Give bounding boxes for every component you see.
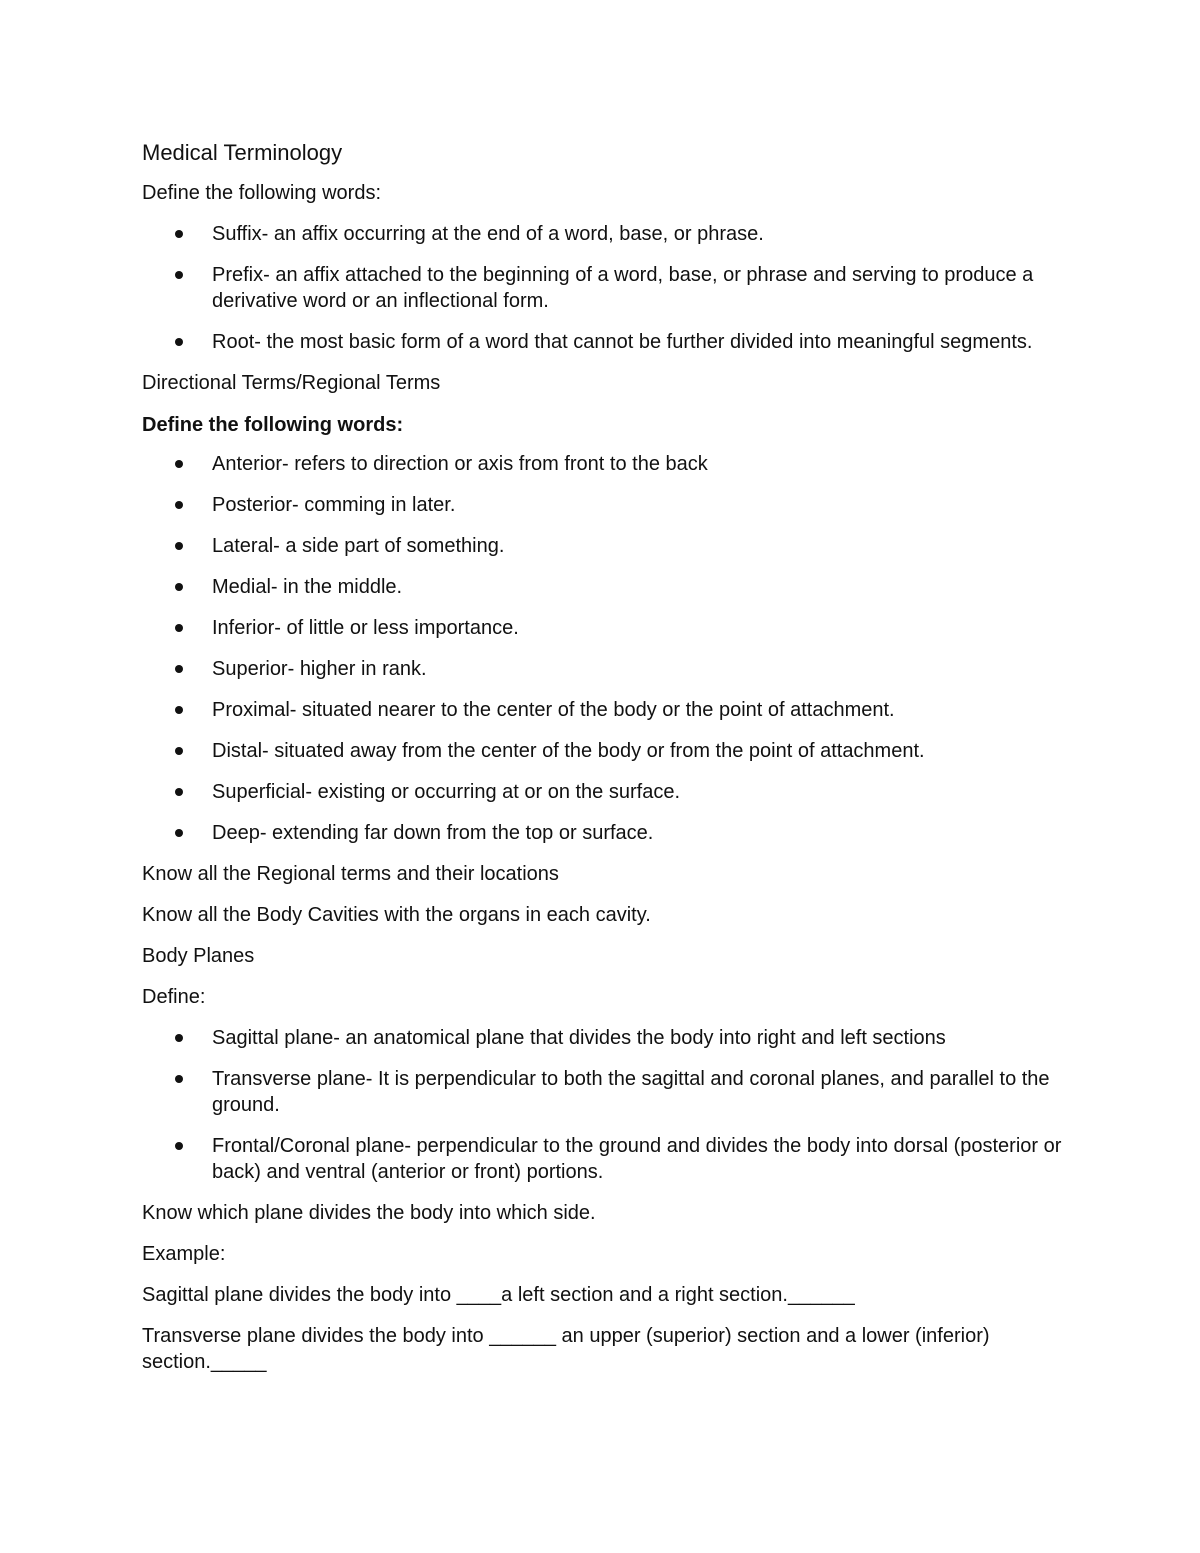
note-regional: Know all the Regional terms and their locations: [142, 863, 559, 885]
bullet-icon: [175, 624, 183, 632]
section2-subheading: Define the following words:: [142, 414, 404, 436]
bullet-icon: [175, 747, 183, 755]
bullet-icon: [175, 230, 183, 238]
bullet-icon: [175, 829, 183, 837]
list-item: Transverse plane- It is perpendicular to both the sagittal and coronal planes, and parallel to the ground.: [142, 1066, 1062, 1118]
list-item: Root- the most basic form of a word that cannot be further divided into meaningful segments.: [142, 329, 1062, 355]
bullet-icon: [175, 788, 183, 796]
list-item: Deep- extending far down from the top or surface.: [142, 820, 1062, 846]
list-item: Superficial- existing or occurring at or on the surface.: [142, 779, 1062, 805]
section3-list: [142, 1025, 1062, 1185]
list-item: Sagittal plane- an anatomical plane that divides the body into right and left sections: [142, 1025, 1062, 1051]
document-page: [142, 138, 1062, 1390]
bullet-icon: [175, 1142, 183, 1150]
bullet-icon: [175, 706, 183, 714]
list-item: Suffix- an affix occurring at the end of a word, base, or phrase.: [142, 221, 1062, 247]
example-label: Example:: [142, 1243, 226, 1265]
bullet-icon: [175, 542, 183, 550]
know-plane-text: Know which plane divides the body into which side.: [142, 1202, 596, 1224]
list-item: Inferior- of little or less importance.: [142, 615, 1062, 641]
bullet-icon: [175, 583, 183, 591]
note-cavities: Know all the Body Cavities with the organs in each cavity.: [142, 904, 651, 926]
list-item: Anterior- refers to direction or axis from front to the back: [142, 451, 1062, 477]
bullet-icon: [175, 338, 183, 346]
document-title: Medical Terminology: [142, 140, 343, 165]
section2-heading: Directional Terms/Regional Terms: [142, 372, 441, 394]
list-item: Posterior- comming in later.: [142, 492, 1062, 518]
list-item: Frontal/Coronal plane- perpendicular to the ground and divides the body into dorsal (posterior or back) and ventral (anterior or front) portions.: [142, 1133, 1062, 1185]
list-item: Distal- situated away from the center of the body or from the point of attachment.: [142, 738, 1062, 764]
bullet-icon: [175, 665, 183, 673]
bullet-icon: [175, 460, 183, 468]
list-item: Lateral- a side part of something.: [142, 533, 1062, 559]
list-item: Proximal- situated nearer to the center of the body or the point of attachment.: [142, 697, 1062, 723]
bullet-icon: [175, 1075, 183, 1083]
list-item: Medial- in the middle.: [142, 574, 1062, 600]
section3-intro: Define:: [142, 986, 206, 1008]
section2-list: [142, 451, 1062, 846]
section1-intro: Define the following words:: [142, 182, 382, 204]
example-sagittal: Sagittal plane divides the body into ____a left section and a right section.______: [142, 1284, 855, 1306]
section3-heading: Body Planes: [142, 945, 255, 967]
example-transverse: Transverse plane divides the body into ______ an upper (superior) section and a lower (inferior) section._____: [142, 1325, 990, 1373]
bullet-icon: [175, 1034, 183, 1042]
bullet-icon: [175, 271, 183, 279]
list-item: Superior- higher in rank.: [142, 656, 1062, 682]
list-item: Prefix- an affix attached to the beginning of a word, base, or phrase and serving to produce a derivative word or an inflectional form.: [142, 262, 1062, 314]
bullet-icon: [175, 501, 183, 509]
section1-list: [142, 221, 1062, 355]
